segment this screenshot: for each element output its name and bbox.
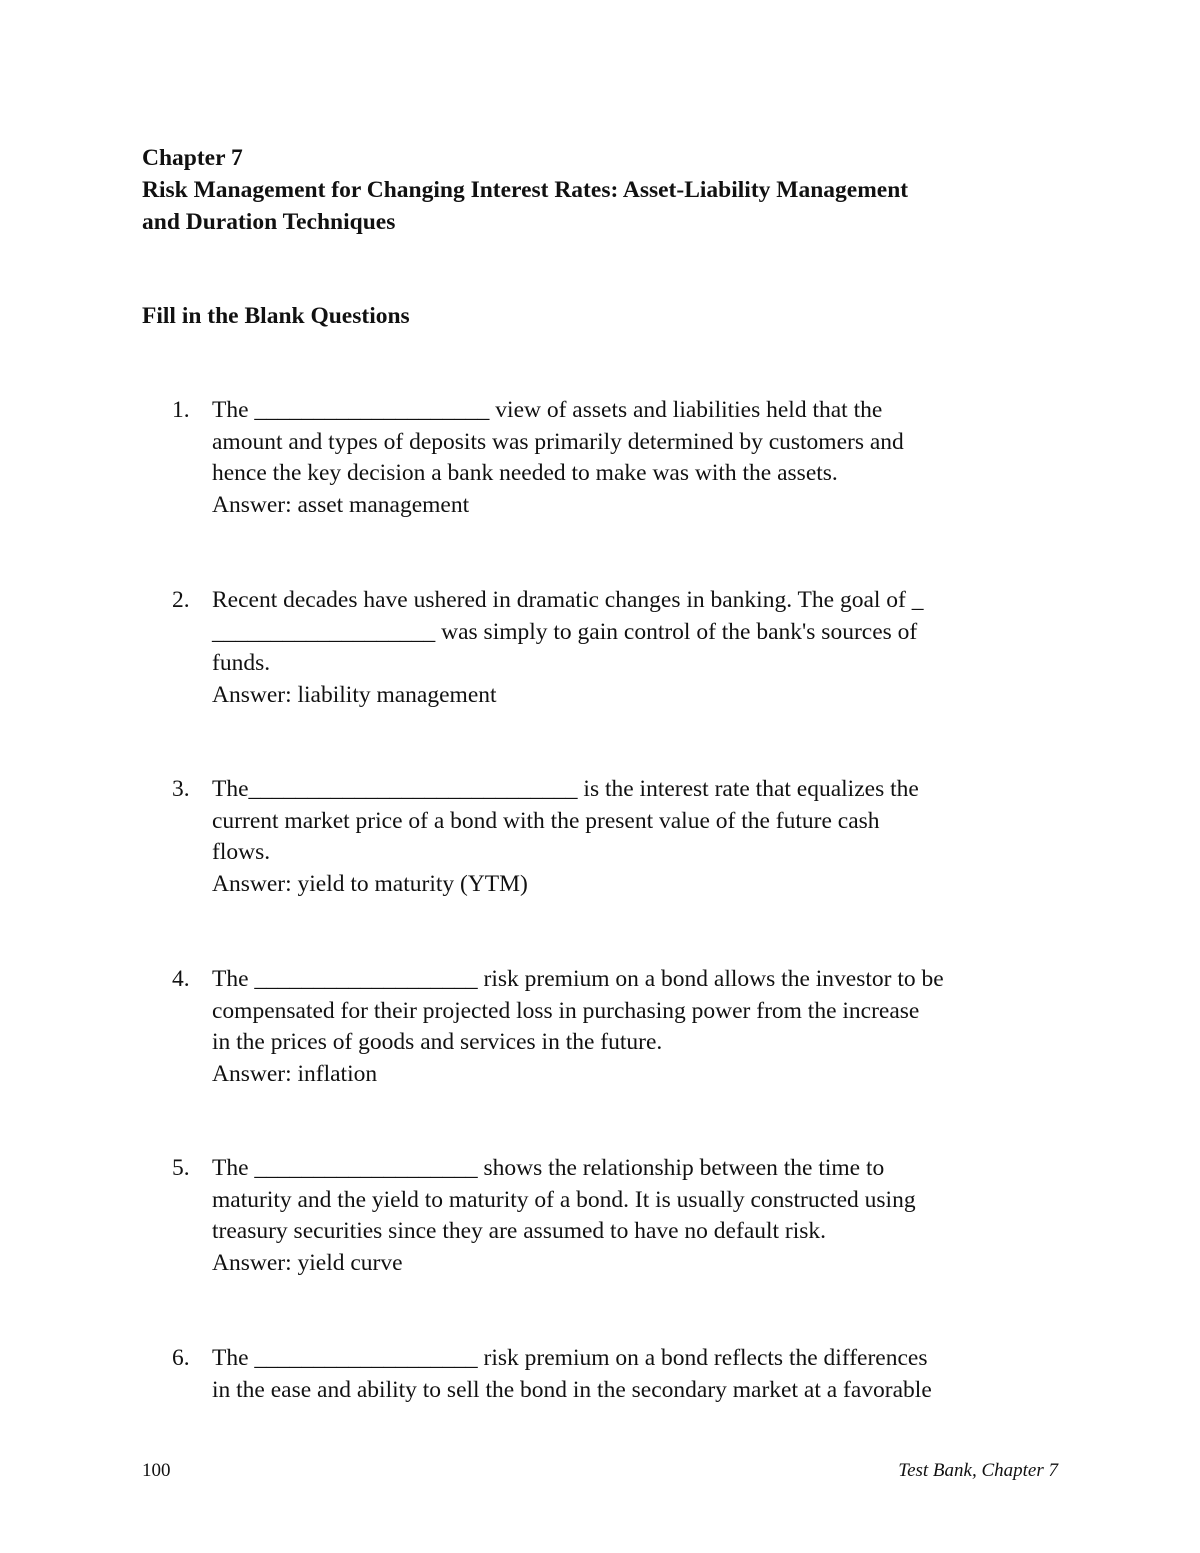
question-text-line: treasury securities since they are assumed to have no default risk. [212, 1218, 827, 1244]
question-text-line: hence the key decision a bank needed to make was with the assets. [212, 460, 838, 486]
chapter-title-line-2: and Duration Techniques [142, 209, 396, 235]
question-body [212, 1343, 1072, 1406]
question-text-line: in the ease and ability to sell the bond in the secondary market at a favorable [212, 1376, 932, 1403]
chapter-header [142, 142, 1102, 238]
answer-line: Answer: asset management [212, 491, 470, 518]
question-body [212, 395, 1072, 521]
question-text-line: The ___________________ risk premium on a bond reflects the differences [212, 1345, 928, 1371]
question-number: 1. [172, 397, 190, 423]
question-text-line: flows. [212, 839, 271, 865]
question-text-line: in the prices of goods and services in the future. [212, 1029, 663, 1055]
footer-running-title: Test Bank, Chapter 7 [898, 1460, 1058, 1481]
question-body [212, 585, 1072, 711]
footer-page-number: 100 [142, 1460, 171, 1481]
question-number: 5. [172, 1155, 190, 1181]
question-number: 4. [172, 966, 190, 992]
question-number: 3. [172, 776, 190, 802]
answer-line: Answer: liability management [212, 681, 497, 708]
chapter-label: Chapter 7 [142, 145, 243, 171]
question-text-line: maturity and the yield to maturity of a bond. It is usually constructed using [212, 1186, 916, 1213]
question-body [212, 774, 1072, 900]
answer-line: Answer: yield curve [212, 1249, 403, 1276]
question-text-line: Recent decades have ushered in dramatic changes in banking. The goal of _ [212, 587, 924, 613]
answer-line: Answer: inflation [212, 1060, 378, 1087]
question-number: 6. [172, 1345, 190, 1371]
answer-line: Answer: yield to maturity (YTM) [212, 870, 528, 897]
question-text-line: current market price of a bond with the present value of the future cash [212, 807, 880, 834]
question-text-line: The ____________________ view of assets and liabilities held that the [212, 397, 883, 423]
question-text-line: The____________________________ is the interest rate that equalizes the [212, 776, 919, 802]
question-text-line: ___________________ was simply to gain control of the bank's sources of [212, 618, 918, 645]
question-text-line: amount and types of deposits was primarily determined by customers and [212, 428, 904, 455]
question-text-line: The ___________________ risk premium on a bond allows the investor to be [212, 966, 944, 992]
question-text-line: The ___________________ shows the relationship between the time to [212, 1155, 885, 1181]
section-heading: Fill in the Blank Questions [142, 303, 410, 329]
question-body [212, 964, 1072, 1090]
chapter-title-line-1: Risk Management for Changing Interest Rates: Asset-Liability Management [142, 177, 909, 203]
question-text-line: funds. [212, 650, 271, 676]
question-body [212, 1153, 1072, 1279]
question-text-line: compensated for their projected loss in purchasing power from the increase [212, 997, 920, 1024]
question-number: 2. [172, 587, 190, 613]
